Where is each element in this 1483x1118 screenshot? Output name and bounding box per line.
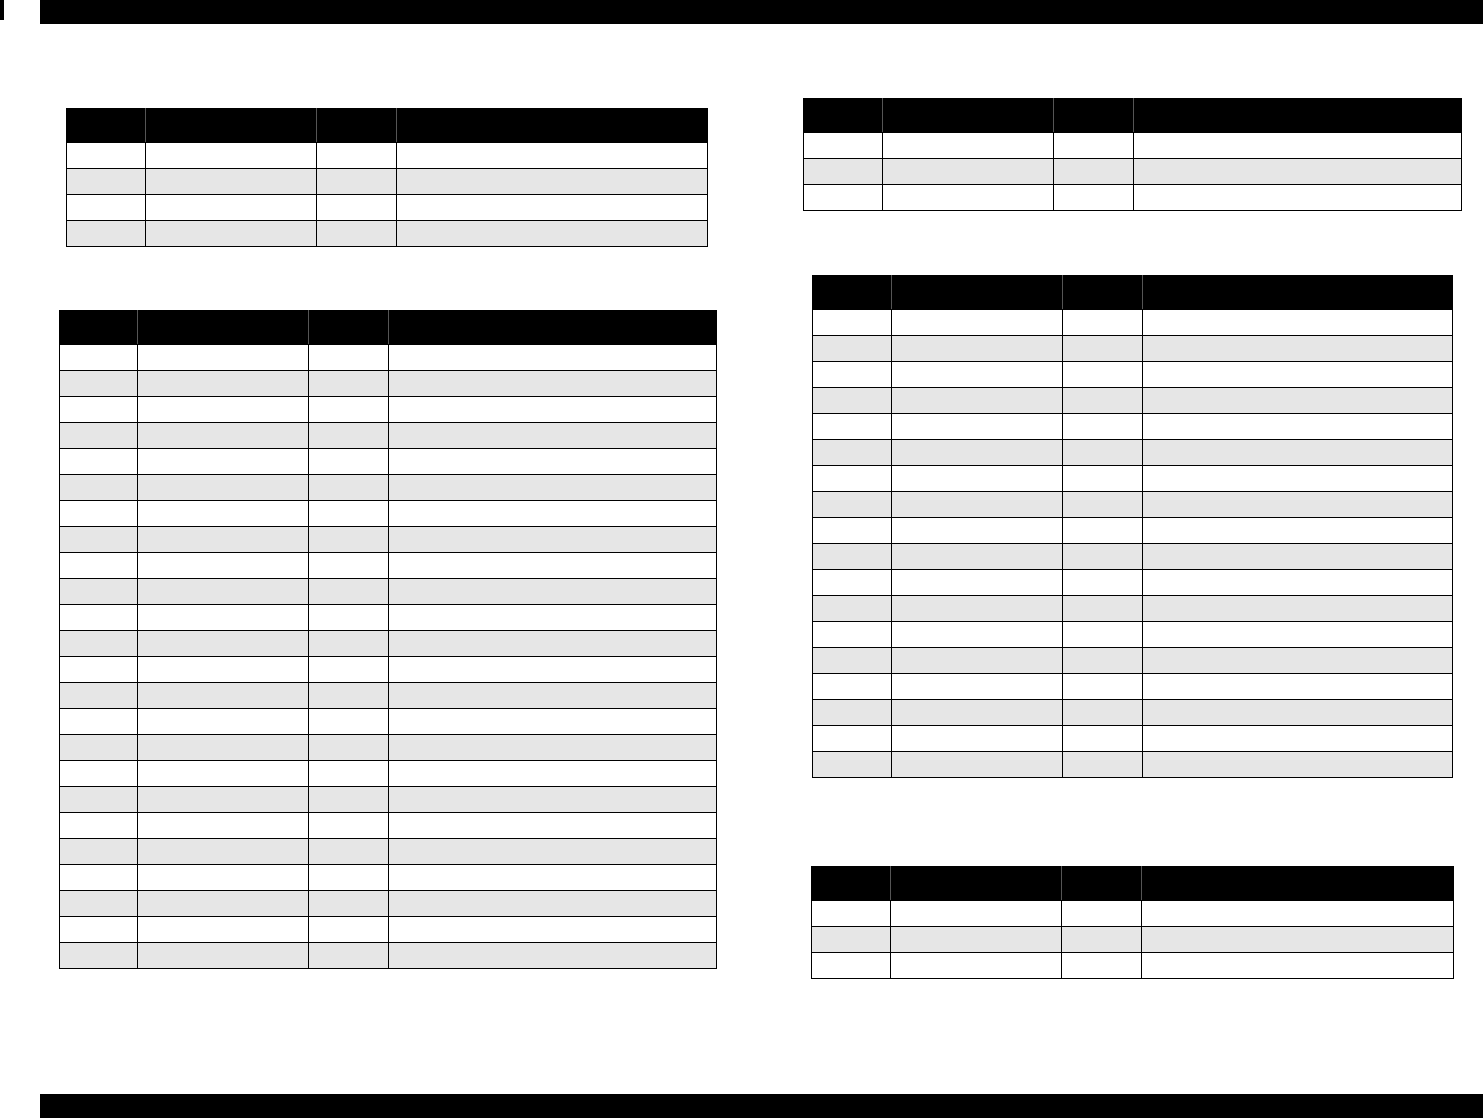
table-cell: [397, 169, 708, 195]
table-row: [813, 310, 1453, 336]
table-cell: [813, 570, 892, 596]
column-header: [146, 109, 317, 143]
table-cell: [1143, 518, 1453, 544]
table-cell: [67, 143, 146, 169]
table-cell: [309, 475, 389, 501]
table-cell: [138, 839, 309, 865]
table-row: [813, 362, 1453, 388]
table-cell: [60, 579, 138, 605]
table-cell: [1143, 544, 1453, 570]
table-cell: [60, 917, 138, 943]
table-cell: [138, 527, 309, 553]
column-header: [309, 311, 389, 345]
column-header: [1134, 99, 1462, 133]
table-cell: [60, 657, 138, 683]
table-cell: [1054, 185, 1134, 211]
table-cell: [804, 185, 883, 211]
table-cell: [812, 927, 891, 953]
table-cell: [146, 195, 317, 221]
table-cell: [389, 527, 717, 553]
table-cell: [389, 657, 717, 683]
table-cell: [309, 423, 389, 449]
column-header: [891, 867, 1062, 901]
table-row: [812, 927, 1454, 953]
table-row: [60, 397, 717, 423]
table-cell: [389, 787, 717, 813]
table-row: [60, 657, 717, 683]
table-cell: [138, 917, 309, 943]
table-cell: [309, 631, 389, 657]
table-cell: [1143, 440, 1453, 466]
table-cell: [1143, 648, 1453, 674]
table-cell: [389, 345, 717, 371]
table-row: [60, 501, 717, 527]
table-cell: [813, 492, 892, 518]
table-cell: [138, 397, 309, 423]
table-cell: [1143, 622, 1453, 648]
table-top-right: [803, 98, 1462, 211]
table-row: [60, 553, 717, 579]
table-row: [60, 527, 717, 553]
table-cell: [389, 709, 717, 735]
table-cell: [883, 185, 1054, 211]
table-cell: [1134, 133, 1462, 159]
table-row: [60, 475, 717, 501]
table-row: [813, 544, 1453, 570]
table-row: [60, 449, 717, 475]
table-cell: [892, 362, 1063, 388]
table-row: [60, 709, 717, 735]
table-header-row: [67, 109, 708, 143]
table-cell: [389, 917, 717, 943]
table-row: [813, 466, 1453, 492]
table-cell: [813, 674, 892, 700]
table-cell: [1143, 414, 1453, 440]
table-row: [60, 839, 717, 865]
table-cell: [1062, 927, 1142, 953]
table-cell: [309, 683, 389, 709]
table-row: [67, 169, 708, 195]
table-row: [812, 901, 1454, 927]
table-cell: [1142, 901, 1454, 927]
table-cell: [60, 501, 138, 527]
table-bottom-left: [59, 310, 717, 969]
table-cell: [389, 735, 717, 761]
table-cell: [1143, 596, 1453, 622]
table-cell: [1143, 362, 1453, 388]
table-cell: [309, 449, 389, 475]
table-cell: [813, 388, 892, 414]
table-header-row: [813, 276, 1453, 310]
table-cell: [138, 709, 309, 735]
table-cell: [309, 527, 389, 553]
table-cell: [813, 544, 892, 570]
table-row: [60, 423, 717, 449]
table-cell: [60, 709, 138, 735]
table-cell: [892, 674, 1063, 700]
table-cell: [1143, 726, 1453, 752]
column-header: [1143, 276, 1453, 310]
table-cell: [389, 605, 717, 631]
table-cell: [1063, 362, 1143, 388]
table-cell: [892, 648, 1063, 674]
table-cell: [892, 544, 1063, 570]
table-cell: [309, 605, 389, 631]
table-cell: [138, 605, 309, 631]
table-cell: [1063, 570, 1143, 596]
table-row: [813, 648, 1453, 674]
table-cell: [138, 657, 309, 683]
column-header: [1062, 867, 1142, 901]
table-cell: [138, 423, 309, 449]
table-cell: [1062, 901, 1142, 927]
table-cell: [813, 440, 892, 466]
table-row: [813, 596, 1453, 622]
table-cell: [397, 143, 708, 169]
column-header: [892, 276, 1063, 310]
table-cell: [309, 371, 389, 397]
table-cell: [1143, 674, 1453, 700]
table-cell: [146, 143, 317, 169]
table-cell: [1063, 310, 1143, 336]
table-cell: [892, 570, 1063, 596]
table-row: [60, 631, 717, 657]
table-cell: [813, 596, 892, 622]
table-cell: [892, 336, 1063, 362]
table-cell: [1134, 159, 1462, 185]
table-cell: [1054, 133, 1134, 159]
table-cell: [1143, 336, 1453, 362]
table-cell: [309, 917, 389, 943]
table-cell: [1063, 414, 1143, 440]
table-cell: [891, 953, 1062, 979]
table-cell: [309, 709, 389, 735]
table-cell: [1063, 622, 1143, 648]
table-cell: [1143, 752, 1453, 778]
table-cell: [138, 501, 309, 527]
table-cell: [1063, 388, 1143, 414]
table-cell: [389, 423, 717, 449]
table-cell: [1063, 700, 1143, 726]
column-header: [389, 311, 717, 345]
table-cell: [309, 735, 389, 761]
table-cell: [1063, 440, 1143, 466]
table-cell: [1142, 927, 1454, 953]
table-cell: [892, 388, 1063, 414]
table-cell: [60, 891, 138, 917]
table-cell: [1063, 518, 1143, 544]
table-cell: [1063, 674, 1143, 700]
table-cell: [146, 169, 317, 195]
table-cell: [138, 735, 309, 761]
table-cell: [67, 221, 146, 247]
table-cell: [309, 397, 389, 423]
table-cell: [60, 605, 138, 631]
table-row: [60, 865, 717, 891]
table-cell: [813, 310, 892, 336]
table-row: [813, 622, 1453, 648]
table-cell: [1134, 185, 1462, 211]
table-cell: [389, 761, 717, 787]
table-cell: [309, 813, 389, 839]
table-cell: [892, 518, 1063, 544]
table-cell: [138, 865, 309, 891]
table-cell: [892, 440, 1063, 466]
table-cell: [813, 726, 892, 752]
column-header: [1054, 99, 1134, 133]
column-header: [804, 99, 883, 133]
table-cell: [60, 683, 138, 709]
table-cell: [1063, 726, 1143, 752]
table-cell: [892, 752, 1063, 778]
table-cell: [138, 891, 309, 917]
table-cell: [813, 466, 892, 492]
table-row: [67, 195, 708, 221]
table-cell: [60, 631, 138, 657]
table-header-row: [804, 99, 1462, 133]
table-cell: [60, 787, 138, 813]
table-row: [60, 813, 717, 839]
table-cell: [892, 310, 1063, 336]
table-header-row: [60, 311, 717, 345]
table-cell: [1143, 388, 1453, 414]
table-cell: [309, 943, 389, 969]
table-cell: [813, 622, 892, 648]
table-cell: [309, 657, 389, 683]
table-cell: [309, 839, 389, 865]
table-cell: [813, 700, 892, 726]
table-cell: [309, 345, 389, 371]
table-cell: [138, 787, 309, 813]
table-cell: [60, 761, 138, 787]
table-row: [60, 371, 717, 397]
table-cell: [60, 371, 138, 397]
table-cell: [813, 414, 892, 440]
table-cell: [389, 891, 717, 917]
column-header: [317, 109, 397, 143]
table-cell: [1063, 596, 1143, 622]
table-cell: [389, 579, 717, 605]
table-cell: [389, 865, 717, 891]
table-cell: [892, 726, 1063, 752]
table-cell: [1063, 752, 1143, 778]
table-row: [60, 761, 717, 787]
table-cell: [892, 622, 1063, 648]
table-row: [813, 492, 1453, 518]
table-row: [813, 388, 1453, 414]
table-row: [60, 605, 717, 631]
column-header: [812, 867, 891, 901]
table-cell: [813, 752, 892, 778]
table-cell: [138, 631, 309, 657]
table-cell: [1063, 648, 1143, 674]
table-cell: [138, 553, 309, 579]
table-header-row: [812, 867, 1454, 901]
table-cell: [1062, 953, 1142, 979]
table-row: [813, 440, 1453, 466]
table-cell: [891, 901, 1062, 927]
table-cell: [812, 953, 891, 979]
table-cell: [60, 943, 138, 969]
table-cell: [67, 169, 146, 195]
table-row: [60, 787, 717, 813]
table-cell: [883, 133, 1054, 159]
table-row: [813, 518, 1453, 544]
table-cell: [389, 813, 717, 839]
table-cell: [1143, 570, 1453, 596]
table-cell: [60, 449, 138, 475]
table-row: [813, 570, 1453, 596]
table-cell: [138, 371, 309, 397]
table-row: [813, 674, 1453, 700]
table-row: [813, 726, 1453, 752]
table-row: [60, 579, 717, 605]
column-header: [1063, 276, 1143, 310]
table-cell: [309, 501, 389, 527]
bottom-bar: [40, 1094, 1483, 1118]
table-row: [813, 700, 1453, 726]
column-header: [1142, 867, 1454, 901]
table-cell: [60, 475, 138, 501]
table-cell: [138, 449, 309, 475]
table-cell: [138, 943, 309, 969]
table-row: [60, 891, 717, 917]
table-cell: [883, 159, 1054, 185]
table-cell: [389, 371, 717, 397]
table-cell: [389, 553, 717, 579]
table-cell: [1143, 310, 1453, 336]
table-cell: [309, 891, 389, 917]
table-cell: [892, 596, 1063, 622]
table-row: [60, 735, 717, 761]
table-cell: [813, 648, 892, 674]
table-row: [804, 159, 1462, 185]
table-cell: [317, 169, 397, 195]
table-cell: [317, 195, 397, 221]
table-cell: [67, 195, 146, 221]
table-cell: [309, 787, 389, 813]
corner-mark: [0, 0, 4, 20]
table-cell: [60, 345, 138, 371]
table-cell: [389, 683, 717, 709]
table-cell: [60, 735, 138, 761]
table-cell: [60, 553, 138, 579]
table-cell: [1063, 466, 1143, 492]
table-cell: [892, 492, 1063, 518]
table-cell: [1054, 159, 1134, 185]
top-bar: [40, 0, 1483, 24]
table-cell: [389, 501, 717, 527]
column-header: [67, 109, 146, 143]
column-header: [60, 311, 138, 345]
table-cell: [138, 813, 309, 839]
table-cell: [1142, 953, 1454, 979]
table-cell: [138, 761, 309, 787]
table-cell: [60, 839, 138, 865]
table-cell: [804, 159, 883, 185]
table-row: [60, 683, 717, 709]
table-cell: [60, 527, 138, 553]
table-cell: [892, 414, 1063, 440]
table-row: [60, 345, 717, 371]
table-cell: [397, 195, 708, 221]
table-cell: [138, 683, 309, 709]
table-cell: [397, 221, 708, 247]
table-middle-right: [812, 275, 1453, 778]
table-cell: [389, 449, 717, 475]
table-row: [804, 185, 1462, 211]
table-cell: [1063, 544, 1143, 570]
table-cell: [138, 579, 309, 605]
table-cell: [60, 865, 138, 891]
table-cell: [1063, 492, 1143, 518]
table-row: [804, 133, 1462, 159]
table-cell: [309, 553, 389, 579]
table-cell: [389, 839, 717, 865]
table-cell: [60, 397, 138, 423]
table-cell: [317, 143, 397, 169]
table-cell: [813, 336, 892, 362]
table-cell: [309, 865, 389, 891]
table-cell: [892, 700, 1063, 726]
table-row: [813, 336, 1453, 362]
table-cell: [138, 475, 309, 501]
table-cell: [146, 221, 317, 247]
column-header: [813, 276, 892, 310]
table-cell: [1143, 492, 1453, 518]
table-cell: [1063, 336, 1143, 362]
table-row: [60, 943, 717, 969]
table-cell: [389, 943, 717, 969]
table-cell: [813, 518, 892, 544]
table-cell: [813, 362, 892, 388]
column-header: [397, 109, 708, 143]
table-cell: [389, 397, 717, 423]
table-row: [60, 917, 717, 943]
table-cell: [60, 813, 138, 839]
table-cell: [317, 221, 397, 247]
table-cell: [389, 631, 717, 657]
column-header: [138, 311, 309, 345]
table-cell: [309, 579, 389, 605]
table-row: [67, 221, 708, 247]
table-cell: [138, 345, 309, 371]
table-cell: [309, 761, 389, 787]
table-row: [813, 414, 1453, 440]
table-row: [813, 752, 1453, 778]
table-cell: [804, 133, 883, 159]
table-cell: [60, 423, 138, 449]
table-row: [67, 143, 708, 169]
table-cell: [1143, 700, 1453, 726]
table-row: [812, 953, 1454, 979]
table-top-left: [66, 108, 708, 247]
table-cell: [389, 475, 717, 501]
table-bottom-right: [811, 866, 1454, 979]
table-cell: [812, 901, 891, 927]
table-cell: [892, 466, 1063, 492]
table-cell: [1143, 466, 1453, 492]
table-cell: [891, 927, 1062, 953]
column-header: [883, 99, 1054, 133]
